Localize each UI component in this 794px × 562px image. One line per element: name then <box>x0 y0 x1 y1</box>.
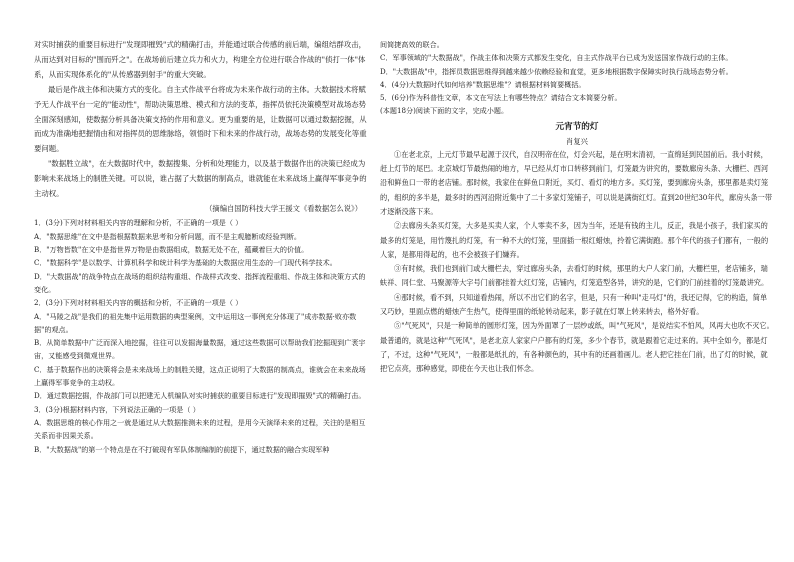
question-stem: 1．(3分)下列对材料相关内容的理解和分析，不正确的一项是（ ） <box>34 218 243 228</box>
question-3 <box>34 403 370 456</box>
question-5: 5．(6分)作为科普性文章，本文在写法上有哪些特点？请结合文本简要分析。 <box>380 93 622 103</box>
option-a: A．"数据思维"在文中是指根据数据来思考和分析问题，而不是主观臆断或经验判断。 <box>34 231 302 241</box>
option-c: C．军事领域的"大数据战"，作战主体和决策方式都发生变化，自主式作战平台已成为发送国家作战行动的主体。 <box>380 53 733 63</box>
option-a: A．"马陵之战"是我们的祖先集中运用数据的典型案例，文中运用这一事例充分体现了"成亦数据·败亦数据"的观点。 <box>34 311 357 334</box>
question-1 <box>34 216 370 296</box>
story-paragraph: ⑤"气死风"，只是一种简单的圆形灯笼，因为外面罩了一层纱或纸，叫"气死风"，是说结实不怕风，风再大也吹不灭它。最普通的，就是这种"气死风"，是老北京人家家户户都有的灯笼，多少个春节，就是跟着它走过来的。其中全如今，都是灯了，不过，这种"气死风"，一般都是纸扎的，有各种颜色的，其中有的还画着画儿。老人把它挂在门前，出了灯的时候，就把它点亮，那种感觉，即使在今天也让我们怀念。 <box>380 321 774 374</box>
article-source: （摘编自国防科技大学王援文《看数据怎么说》） <box>205 203 362 213</box>
left-column <box>34 38 370 456</box>
option-b-continued: 间简捷高效的联合。 <box>380 40 444 49</box>
option-d: D．"大数据战"中，指挥员数据思维得到越来越少依赖经验和直觉，更多地根据数字保障实时执行战场态势分析。 <box>380 66 733 76</box>
option-c: C．基于数据作出的决策将会是未来战场上的制胜关键，这点正说明了大数据的制高点，谁就会在未来战场上赢得军事竞争的主动权。 <box>34 364 366 388</box>
question-stem: 2．(3分)下列对材料相关内容的概括和分析，不正确的一项是（ ） <box>34 298 243 308</box>
option-c: C．"数据科学"是以数学、计算机科学和统计科学为基础的大数据应用生态的一门现代科学技术。 <box>34 258 337 268</box>
option-b: B．"万物皆数"在文中是指世界万物是由数据组成，数据无处不在，蕴藏着巨大的价值。 <box>34 245 309 255</box>
article-paragraph: "数据胜立战"，在大数据时代中，数据搜集、分析和处理能力，以及基于数据作出的决策已经成为影响未来战场上的制胜关键。可以说，谁占据了大数据的制高点，谁就能在未来战场上赢得军事竞争的主动权。 <box>34 159 367 199</box>
question-4: 4．(4分)大数据时代如何培养"数据思维"？请根据材料简要概括。 <box>380 79 586 89</box>
question-stem: 3．(3分)根据材料内容，下列说法正确的一项是（ ） <box>34 404 200 414</box>
story-paragraph: ③有时候，我们也到前门或大栅栏去，穿过廊房头条，去看灯的时候，那里的大户人家门前，大栅栏里，老店铺多，瑞蚨祥、同仁堂、马聚源等大字号门前都挂着大红灯笼，店铺内，灯笼造型各异，讲究的是，它们的门前挂着的灯笼最讲究。 <box>380 264 769 288</box>
story-paragraph: ①在老北京，上元灯节最早起源于汉代，自汉明帝在位，灯会兴起，是在明末清初，一直绵延到民国前后。我小时候，赶上灯节的尾巴。北京城灯节最热闹的地方，早已经从灯市口转移到前门，灯笼最为讲究的，要数廊房头条、大栅栏、西河沿和鲜鱼口一带的老店铺。那时候，我家住在鲜鱼口附近，买灯、看灯的地方多。买灯笼，要到廊房头条，那里都是卖灯笼的，组织的多半是，最多时的西河沿附近集中了二十多家灯笼铺子，可以说是满街红灯。直到20世纪30年代，廊房头条一带才逐渐没落下来。 <box>380 149 773 216</box>
reading-intro: (本题18分)阅读下面的文字，完成小题。 <box>380 106 509 116</box>
option-b: B．从简单数据中广泛而深入地挖掘，往往可以发掘海量数据，通过这些数据可以帮助我们挖掘现到广袤宇宙，又能感受到微观世界。 <box>34 338 366 361</box>
story-author: 肖复兴 <box>566 136 588 146</box>
option-d: D．"大数据战"的战争特点在战场的组织结构重组、作战样式改变、指挥流程重组、作战主体和决策方式的变化。 <box>34 271 366 294</box>
right-column <box>380 38 774 377</box>
story-paragraph: ④那时候，看不到，只知道看热闹，所以不出它们的名字，但是，只有一种叫"走马灯"的，我还记得，它的构造，简单又巧妙，里面点燃的蜡烛产生热气，使得里面的纸轮转动起来，影子就在灯罩上转来转去，格外好看。 <box>380 292 768 317</box>
article-paragraph: 对实时捕获的重要目标进行"发现即摧毁"式的精确打击，并能通过联合传感的前后端，编组结群攻击，从而达到对目标的"围而歼之"。在战场前后建立兵力和火力，构建全方位进行联合作战的"侦打一体"体系，从而实现体系化的"从传感器到射手"的重大突破。 <box>34 40 366 79</box>
option-d: D．通过数据挖掘，作战部门可以把建无人机编队对实时捕获的重要目标进行"发现即摧毁"式的精确打击。 <box>34 391 366 401</box>
story-paragraph: ②去廊房头条买灯笼，大多是买卖人家，个人零卖不多，因为当年，还是有钱的主儿，反正，我是小孩子，我们家买的最多的灯笼是，用竹篾扎的灯笼，有一种不大的灯笼，里面插一根红蜡烛，拎着它满街跑。那个年代的孩子们都有，一般的人家，是都用得起的，也不会被孩子们嫌弃。 <box>380 221 769 259</box>
question-2 <box>34 296 370 402</box>
option-a: A．数据思维的核心作用之一就是通过从大数据推测未来的过程，是用今天演绎未来的过程，关注的是相互关系而非因果关系。 <box>34 417 366 441</box>
option-b: B．"大数据战"的第一个特点是在不打破现有军队体制编制的前提下，通过数据的融合实现军种 <box>34 444 330 454</box>
story-title: 元宵节的灯 <box>555 121 599 132</box>
article-paragraph: 最后是作战主体和决策方式的变化。自主式作战平台将成为未来作战行动的主体。大数据技术将赋予无人作战平台一定的"能动性"，帮助决策思维、模式和方法的变革，指挥员依托决策模型对战场态势全面深刻感知，使数据分析具备决策支持的作用和意义。更为重要的是，让数据可以通过数据挖掘，从而成为准确地把握情由和对指挥员的思维脉络，领悟时下和未来的作战行动，战场态势的发展变化等重要问题。 <box>34 84 367 154</box>
